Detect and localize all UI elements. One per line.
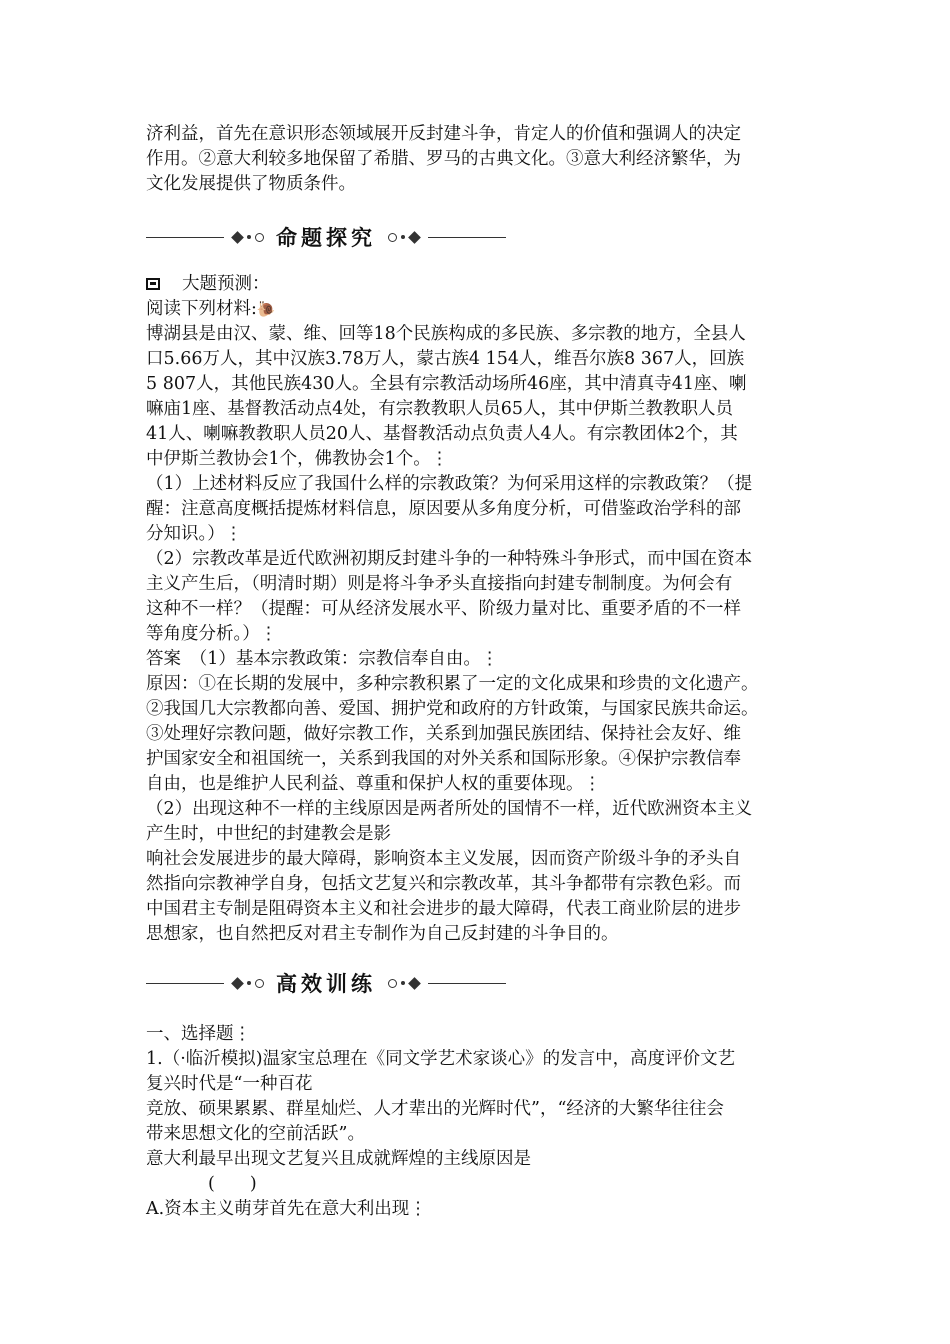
divider-rule [146,983,224,984]
text-line: 自由，也是维护人民利益、尊重和保护人权的重要体现。⋮ [146,774,601,794]
forecast-label: 大题预测： [182,274,270,294]
section-divider-2 [146,968,506,998]
text-line: 这种不一样？（提醒：可从经济发展水平、阶级力量对比、重要矛盾的不一样 [146,599,741,619]
divider-rule [428,237,506,238]
ornament-icon [386,979,422,988]
text-line: 博湖县是由汉、蒙、维、回等18个民族构成的多民族、多宗教的地方，全县人 [146,324,746,344]
ornament-icon [230,233,266,242]
text-line: 作用。②意大利较多地保留了希腊、罗马的古典文化。③意大利经济繁华，为 [146,149,741,169]
text-line: 1.（·临沂模拟)温家宝总理在《同文学艺术家谈心》的发言中，高度评价文艺 [146,1049,736,1069]
text-line: 醒：注意高度概括提炼材料信息，原因要从多角度分析，可借鉴政治学科的部 [146,499,741,519]
ornament-icon [386,233,422,242]
text-line: ③处理好宗教问题，做好宗教工作，关系到加强民族团结、保持社会友好、维 [146,724,741,744]
text-line: 复兴时代是“一种百花 [146,1074,313,1094]
question-2 [146,547,814,647]
text-line: 嘛庙1座、基督教活动点4处，有宗教教职人员65人，其中伊斯兰教教职人员 [146,399,734,419]
divider-rule [428,983,506,984]
ornament-icon [230,979,266,988]
forecast-section [146,272,814,947]
text-line: 中国君主专制是阻碍资本主义和社会进步的最大障碍，代表工商业阶层的进步 [146,899,741,919]
text-line: 口5.66万人，其中汉族3.78万人，蒙古族4 154人，维吾尔族8 367人，回族 [146,349,745,369]
box-icon [146,278,160,290]
text-line: 原因：①在长期的发展中，多种宗教积累了一定的文化成果和珍贵的文化遗产。 [146,674,759,694]
text-line: ②我国几大宗教都向善、爱国、拥护党和政府的方针政策，与国家民族共命运。 [146,699,759,719]
text-line: 响社会发展进步的最大障碍，影响资本主义发展，因而资产阶级斗争的矛头自 [146,849,741,869]
forecast-heading [146,272,814,297]
section-title: 命题探究 [276,226,376,250]
section-divider-1 [146,222,506,252]
text-line: 思想家，也自然把反对君主专制作为自己反封建的斗争目的。 [146,924,619,944]
text-line: 中伊斯兰教协会1个，佛教协会1个。⋮ [146,449,449,469]
divider-rule [146,237,224,238]
section-title: 高效训练 [276,972,376,996]
text-line: 分知识。）⋮ [146,524,243,544]
text-line: 一、选择题⋮ [146,1024,251,1044]
text-line: 文化发展提供了物质条件。 [146,174,356,194]
material-paragraph [146,322,814,472]
text-line: 产生时，中世纪的封建教会是影 [146,824,391,844]
text-line: （1）上述材料反应了我国什么样的宗教政策？为何采用这样的宗教政策？（提 [146,474,753,494]
answer-blank: ( ) [208,1174,257,1194]
text-line: 答案 （1）基本宗教政策：宗教信奉自由。⋮ [146,649,499,669]
text-line: 竞放、硕果累累、群星灿烂、人才辈出的光辉时代”，“经济的大繁华往往会 [146,1099,724,1119]
read-heading [146,297,814,322]
text-line: 主义产生后，（明清时期）则是将斗争矛头直接指向封建专制制度。为何会有 [146,574,733,594]
option-a: A.资本主义萌芽首先在意大利出现⋮ [146,1199,427,1219]
answer-block [146,647,814,947]
text-line: 带来思想文化的空前活跃”。 [146,1124,365,1144]
text-line: 护国家安全和祖国统一，关系到我国的对外关系和国际形象。④保护宗教信奉 [146,749,741,769]
text-line: （2）宗教改革是近代欧洲初期反封建斗争的一种特殊斗争形式，而中国在资本 [146,549,753,569]
snail-icon: 🐌 [256,300,276,318]
question-1 [146,472,814,547]
text-line: 意大利最早出现文艺复兴且成就辉煌的主线原因是 [146,1149,531,1169]
text-line: 等角度分析。）⋮ [146,624,278,644]
text-line: （2）出现这种不一样的主线原因是两者所处的国情不一样，近代欧洲资本主义 [146,799,753,819]
exercise-section [146,1022,814,1222]
read-label: 阅读下列材料: [146,299,257,319]
intro-paragraph [146,122,814,197]
text-line: 5 807人，其他民族430人。全县有宗教活动场所46座，其中清真寺41座、喇 [146,374,747,394]
text-line: 济利益，首先在意识形态领域展开反封建斗争，肯定人的价值和强调人的决定 [146,124,741,144]
text-line: 41人、喇嘛教教职人员20人、基督教活动点负责人4人。有宗教团体2个，其 [146,424,738,444]
text-line: 然指向宗教神学自身，包括文艺复兴和宗教改革，其斗争都带有宗教色彩。而 [146,874,741,894]
